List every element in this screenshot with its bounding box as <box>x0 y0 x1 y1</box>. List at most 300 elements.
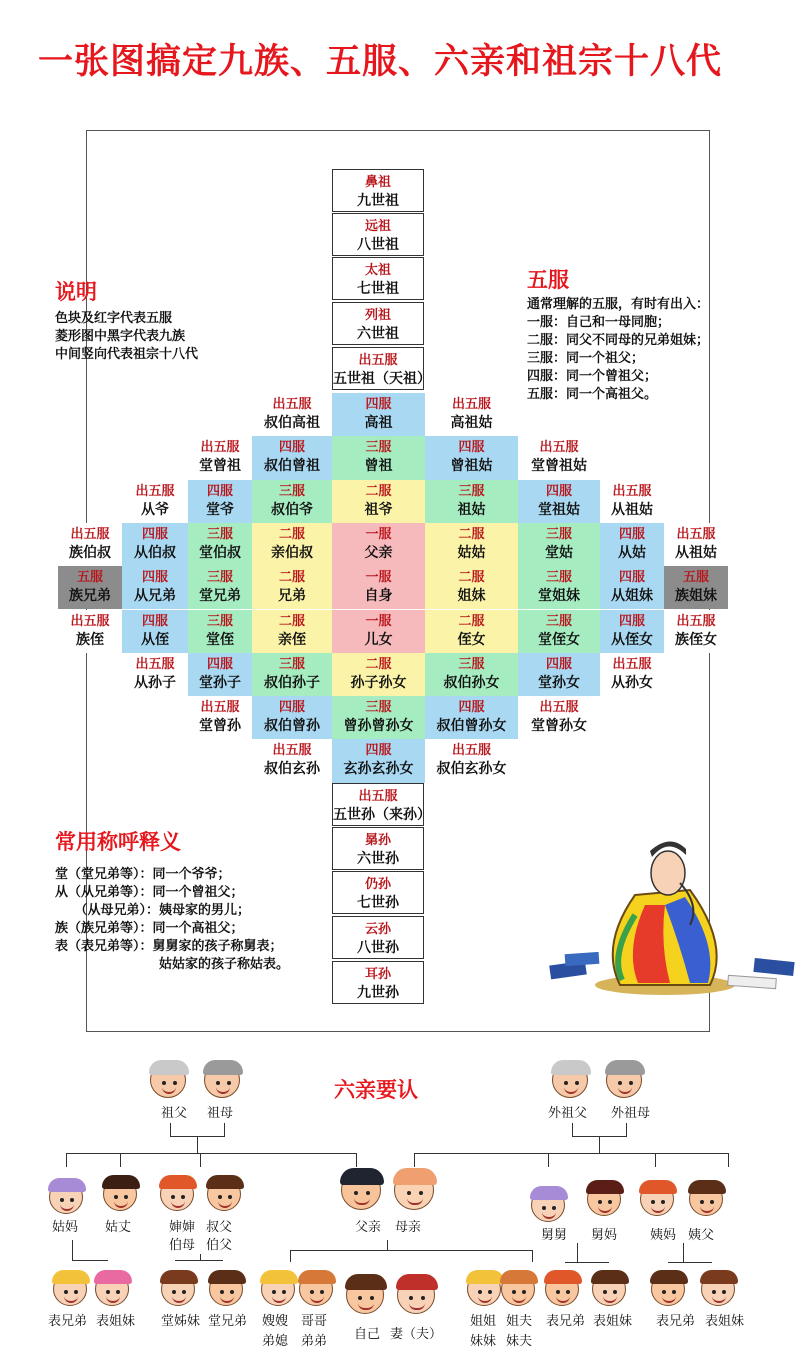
kin-cell <box>58 610 122 653</box>
person-avatar <box>150 1062 186 1098</box>
person-label: 父亲 <box>355 1220 382 1235</box>
person-label: 姐姐 <box>470 1314 497 1329</box>
descendant-box <box>332 871 424 914</box>
tree-connector <box>200 1153 201 1167</box>
kin-cell <box>252 739 332 782</box>
kin-cell-title: 兄弟 <box>278 588 306 605</box>
kin-cell-title: 从孙女 <box>611 674 653 691</box>
kin-cell-title: 孙子孙女 <box>350 674 407 691</box>
kin-cell-rank: 三服 <box>206 613 233 629</box>
kin-cell-rank: 出五服 <box>451 743 491 759</box>
person-avatar <box>103 1177 137 1211</box>
person-avatar <box>552 1062 588 1098</box>
kin-cell <box>425 393 518 436</box>
kin-cell-title: 曾孙曾孙女 <box>343 718 414 735</box>
tree-connector <box>224 1123 225 1137</box>
kin-cell <box>425 653 518 696</box>
kin-cell-rank: 一服 <box>365 526 392 542</box>
kin-cell-rank: 五服 <box>682 570 709 586</box>
person-avatar <box>160 1177 194 1211</box>
tree-connector <box>655 1153 656 1167</box>
kin-cell <box>664 566 728 609</box>
person-avatar <box>261 1272 295 1306</box>
terms-line: 表（表兄弟等）：舅舅家的孩子称舅表； <box>55 939 283 954</box>
kin-cell-title: 从侄女 <box>611 631 653 648</box>
kin-cell-rank: 出五服 <box>272 743 312 759</box>
kin-cell <box>58 523 122 566</box>
wufu-line: 一服：自己和一母同胞； <box>527 315 671 330</box>
kin-cell-title: 祖姑 <box>457 501 486 518</box>
kin-cell-rank: 出五服 <box>539 700 579 716</box>
tree-connector <box>197 1136 198 1154</box>
kin-cell <box>600 610 664 653</box>
kin-cell-title: 堂伯叔 <box>199 544 241 561</box>
kin-cell-title: 族伯叔 <box>69 544 111 561</box>
kin-cell <box>252 523 332 566</box>
terms-line: （从母兄弟）：姨母家的男儿； <box>55 903 251 918</box>
kin-cell-rank: 四服 <box>458 440 485 456</box>
tree-connector <box>668 1262 712 1263</box>
person-avatar <box>397 1276 435 1314</box>
kin-cell-title: 亲侄 <box>278 631 306 648</box>
kin-cell-rank: 四服 <box>618 613 645 629</box>
kin-cell-title: 堂曾孙女 <box>531 718 587 735</box>
kin-cell <box>252 480 332 523</box>
scholar-illustration <box>540 835 800 1005</box>
kin-cell <box>122 566 188 609</box>
kin-cell-title: 玄孙玄孙女 <box>343 761 414 778</box>
person-avatar <box>299 1272 333 1306</box>
kin-cell-title: 族姐妹 <box>675 588 717 605</box>
kin-cell <box>518 696 600 739</box>
person-label: 舅妈 <box>591 1228 618 1243</box>
kin-cell <box>518 436 600 479</box>
kin-cell <box>188 480 252 523</box>
tree-connector <box>72 1260 108 1261</box>
kin-cell <box>425 523 518 566</box>
tree-connector <box>626 1123 627 1137</box>
person-label: 堂姊妹 <box>161 1314 201 1329</box>
kin-cell <box>664 523 728 566</box>
descendant-box-title: 七世孙 <box>357 895 399 911</box>
kin-cell-title: 从伯叔 <box>134 544 176 561</box>
person-avatar <box>209 1272 243 1306</box>
wufu-line: 通常理解的五服，有时有出入： <box>527 297 710 312</box>
tree-connector <box>577 1243 578 1262</box>
kin-cell <box>332 523 425 566</box>
ancestor-box-rank: 远祖 <box>364 219 391 234</box>
kin-cell <box>600 566 664 609</box>
tree-connector <box>414 1153 728 1154</box>
kin-cell-title: 姐妹 <box>457 588 486 605</box>
tree-connector <box>170 1123 171 1137</box>
person-label: 表姐妹 <box>96 1314 136 1329</box>
explain-section <box>55 276 198 364</box>
kin-cell-rank: 四服 <box>365 397 392 412</box>
ancestor-box <box>332 213 424 256</box>
kin-cell-rank: 出五服 <box>612 483 652 499</box>
wufu-section <box>527 264 709 404</box>
kin-cell <box>332 393 425 436</box>
tree-connector <box>66 1153 356 1154</box>
descendant-box-rank: 云孙 <box>364 922 391 937</box>
kin-cell-rank: 出五服 <box>135 483 175 499</box>
kin-cell-rank: 四服 <box>141 570 168 586</box>
person-label: 姑妈 <box>52 1220 79 1235</box>
person-label: 外祖母 <box>611 1106 651 1121</box>
kin-cell <box>58 566 122 609</box>
kin-cell-title: 叔伯爷 <box>271 501 313 518</box>
kin-cell <box>188 653 252 696</box>
ancestor-box-title: 七世祖 <box>357 281 399 297</box>
kin-cell-title: 叔伯高祖 <box>264 415 320 431</box>
kin-cell <box>252 393 332 436</box>
kin-cell-title: 堂孙女 <box>538 674 580 691</box>
person-avatar <box>207 1177 241 1211</box>
kin-cell-rank: 三服 <box>458 483 485 499</box>
kin-cell-title: 族侄 <box>76 631 104 648</box>
person-avatar <box>606 1062 642 1098</box>
terms-section <box>55 826 289 974</box>
explain-line: 中间竖向代表祖宗十八代 <box>55 347 199 362</box>
descendant-box <box>332 783 431 826</box>
person-label: 外祖父 <box>548 1106 588 1121</box>
kin-cell-title: 叔伯孙女 <box>443 674 500 691</box>
kin-cell <box>188 696 252 739</box>
kin-cell <box>188 610 252 653</box>
kin-cell <box>252 610 332 653</box>
wufu-line: 五服：同一个高祖父。 <box>527 387 658 402</box>
kin-cell-rank: 四服 <box>545 656 572 672</box>
ancestor-box <box>332 169 424 212</box>
person-avatar <box>95 1272 129 1306</box>
kin-cell-rank: 三服 <box>365 700 392 716</box>
ancestor-box-title: 九世祖 <box>357 193 399 209</box>
person-label: 姐夫 <box>506 1314 533 1329</box>
ancestor-box <box>332 347 431 390</box>
person-label: 自己 <box>354 1327 381 1342</box>
kin-cell-title: 叔伯曾祖 <box>264 458 320 475</box>
person-label: 妻（夫） <box>390 1327 443 1342</box>
kin-cell-title: 从侄 <box>141 631 169 648</box>
tree-connector <box>175 1260 223 1261</box>
descendant-box-rank: 晜孙 <box>364 833 391 848</box>
kin-cell <box>518 566 600 609</box>
tree-connector <box>683 1243 684 1262</box>
tree-connector <box>414 1153 415 1167</box>
kin-cell-rank: 三服 <box>206 570 233 586</box>
kin-cell-rank: 出五服 <box>272 397 312 412</box>
kin-cell-title: 堂侄女 <box>538 631 580 648</box>
person-avatar <box>467 1272 501 1306</box>
kin-cell-title: 从姐妹 <box>611 588 653 605</box>
kin-cell-title: 族兄弟 <box>69 588 111 605</box>
kin-cell-rank: 三服 <box>545 613 572 629</box>
person-label: 表兄弟 <box>546 1314 586 1329</box>
kin-cell-rank: 四服 <box>278 440 305 456</box>
kin-cell-title: 叔伯玄孙女 <box>436 761 507 778</box>
kin-cell <box>425 739 518 782</box>
kin-cell-rank: 出五服 <box>451 397 491 412</box>
kin-cell <box>600 653 664 696</box>
kin-cell-rank: 三服 <box>458 656 485 672</box>
kin-cell-rank: 三服 <box>278 656 305 672</box>
person-label: 祖父 <box>161 1106 188 1121</box>
person-label: 祖母 <box>207 1106 234 1121</box>
kin-cell-title: 从祖姑 <box>675 544 717 561</box>
kin-cell-rank: 出五服 <box>539 440 579 456</box>
kin-cell <box>332 480 425 523</box>
kin-cell <box>332 653 425 696</box>
kin-cell-title: 从祖姑 <box>611 501 653 518</box>
person-avatar <box>545 1272 579 1306</box>
kin-cell-rank: 四服 <box>458 700 485 716</box>
kin-cell <box>188 566 252 609</box>
kin-cell <box>600 480 664 523</box>
kin-cell <box>252 566 332 609</box>
kin-cell-title: 儿女 <box>364 631 393 648</box>
ancestor-box-title: 六世祖 <box>357 326 399 342</box>
kin-cell-title: 曾祖姑 <box>450 458 493 475</box>
kin-cell-title: 从姑 <box>618 544 646 561</box>
tree-connector <box>599 1136 600 1154</box>
wufu-line: 四服：同一个曾祖父； <box>527 369 658 384</box>
kin-cell <box>425 480 518 523</box>
ancestor-box-rank: 太祖 <box>364 263 391 278</box>
person-label: 表姐妹 <box>593 1314 633 1329</box>
kin-cell-rank: 四服 <box>206 483 233 499</box>
kin-cell-title: 堂曾祖 <box>199 458 241 475</box>
kin-cell <box>188 523 252 566</box>
kin-cell-title: 姑姑 <box>457 544 486 561</box>
kin-cell-title: 堂姐妹 <box>538 588 580 605</box>
person-avatar <box>501 1272 535 1306</box>
tree-connector <box>290 1250 532 1251</box>
wufu-title: 五服 <box>527 268 569 292</box>
person-avatar <box>531 1188 565 1222</box>
person-label: 伯母 <box>169 1238 196 1253</box>
person-label: 弟媳 <box>262 1334 289 1349</box>
kin-cell <box>425 610 518 653</box>
kin-cell-rank: 五服 <box>76 570 103 586</box>
kin-cell-rank: 二服 <box>278 613 305 629</box>
tree-connector <box>66 1153 67 1167</box>
kin-cell <box>600 523 664 566</box>
tree-connector <box>387 1240 388 1250</box>
descendant-box-rank: 出五服 <box>358 789 398 804</box>
person-label: 母亲 <box>395 1220 422 1235</box>
kin-cell-rank: 二服 <box>458 613 485 629</box>
kin-cell-rank: 三服 <box>545 526 572 542</box>
kin-cell-rank: 一服 <box>365 570 392 586</box>
kin-cell <box>332 610 425 653</box>
tree-connector <box>356 1153 357 1167</box>
kin-cell <box>332 566 425 609</box>
tree-connector <box>72 1240 73 1260</box>
kin-cell-rank: 出五服 <box>200 700 240 716</box>
person-avatar <box>53 1272 87 1306</box>
kin-cell-rank: 四服 <box>206 656 233 672</box>
ancestor-box <box>332 257 424 300</box>
person-label: 堂兄弟 <box>208 1314 248 1329</box>
kin-cell <box>122 523 188 566</box>
person-label: 姑丈 <box>105 1220 132 1235</box>
kin-cell-title: 曾祖 <box>364 458 393 475</box>
kin-cell <box>332 696 425 739</box>
ancestor-box-title: 五世祖（天祖） <box>333 371 431 387</box>
kin-cell-title: 叔伯曾孙 <box>264 718 320 735</box>
descendant-box <box>332 961 424 1004</box>
kin-cell-title: 堂侄 <box>206 631 234 648</box>
kin-cell-rank: 四服 <box>278 700 305 716</box>
kin-cell-title: 祖爷 <box>364 501 393 518</box>
kin-cell <box>252 436 332 479</box>
terms-line: 族（族兄弟等）：同一个高祖父； <box>55 921 244 936</box>
kin-cell-title: 叔伯孙子 <box>264 674 320 691</box>
tree-connector <box>290 1250 291 1262</box>
person-label: 姨妈 <box>650 1228 677 1243</box>
kin-cell <box>664 610 728 653</box>
descendant-box <box>332 827 424 870</box>
person-avatar <box>592 1272 626 1306</box>
kin-cell-title: 侄女 <box>457 631 486 648</box>
person-label: 姨父 <box>688 1228 715 1243</box>
kin-cell <box>122 610 188 653</box>
ancestor-box-rank: 出五服 <box>358 353 398 368</box>
kin-cell-rank: 二服 <box>458 526 485 542</box>
tree-connector <box>532 1250 533 1262</box>
kin-cell <box>252 653 332 696</box>
terms-line: 从（从兄弟等）：同一个曾祖父； <box>55 885 244 900</box>
kin-cell-rank: 出五服 <box>676 526 716 542</box>
kin-cell <box>518 523 600 566</box>
kin-cell <box>518 610 600 653</box>
explain-title: 说明 <box>55 280 97 304</box>
kin-cell-rank: 出五服 <box>70 613 110 629</box>
kin-cell-title: 族侄女 <box>675 631 717 648</box>
kin-cell-rank: 出五服 <box>200 440 240 456</box>
person-avatar <box>161 1272 195 1306</box>
kin-cell-rank: 出五服 <box>676 613 716 629</box>
kin-cell-title: 堂爷 <box>206 501 234 518</box>
kin-cell-title: 从爷 <box>141 501 169 518</box>
kin-cell-title: 自身 <box>364 588 393 605</box>
kin-cell <box>518 653 600 696</box>
wufu-line: 三服：同一个祖父； <box>527 351 645 366</box>
person-label: 妹夫 <box>506 1334 533 1349</box>
kin-cell-title: 堂曾祖姑 <box>531 458 587 475</box>
kin-cell-rank: 四服 <box>365 743 392 759</box>
kin-cell-rank: 二服 <box>278 526 305 542</box>
person-label: 表兄弟 <box>656 1314 696 1329</box>
person-avatar <box>689 1182 723 1216</box>
person-label: 叔父 <box>206 1220 233 1235</box>
kin-cell-rank: 出五服 <box>70 526 110 542</box>
kin-cell <box>122 653 188 696</box>
person-avatar <box>341 1170 381 1210</box>
person-label: 伯父 <box>206 1238 233 1253</box>
kin-cell-title: 高祖 <box>364 415 393 431</box>
kin-cell-rank: 一服 <box>365 613 392 629</box>
kin-cell-title: 从孙子 <box>134 674 176 691</box>
person-label: 嫂嫂 <box>262 1314 289 1329</box>
kin-cell-rank: 四服 <box>545 483 572 499</box>
person-label: 妹妹 <box>470 1334 497 1349</box>
page-title: 一张图搞定九族、五服、六亲和祖宗十八代 <box>38 42 723 82</box>
wufu-line: 二服：同父不同母的兄弟姐妹； <box>527 333 710 348</box>
tree-connector <box>572 1123 573 1137</box>
kin-cell-rank: 出五服 <box>135 656 175 672</box>
kin-cell-title: 从兄弟 <box>134 588 176 605</box>
kin-cell-title: 叔伯曾孙女 <box>436 718 507 735</box>
kin-cell-title: 堂曾孙 <box>199 718 241 735</box>
tree-connector <box>728 1153 729 1167</box>
kin-cell <box>252 696 332 739</box>
tree-connector <box>548 1153 549 1167</box>
descendant-box-title: 五世孙（来孙） <box>333 807 431 823</box>
descendant-box-rank: 仍孙 <box>364 877 391 892</box>
person-avatar <box>701 1272 735 1306</box>
kin-cell-rank: 出五服 <box>612 656 652 672</box>
terms-line: 姑姑家的孩子称姑表。 <box>55 957 290 972</box>
kin-cell-title: 堂祖姑 <box>538 501 580 518</box>
person-label: 表兄弟 <box>48 1314 88 1329</box>
kin-cell <box>425 436 518 479</box>
kin-cell <box>188 436 252 479</box>
kin-cell-title: 亲伯叔 <box>271 544 313 561</box>
ancestor-box-title: 八世祖 <box>357 237 399 253</box>
kin-cell-rank: 二服 <box>365 483 392 499</box>
kin-cell-rank: 三服 <box>545 570 572 586</box>
kin-cell-rank: 四服 <box>141 613 168 629</box>
kin-cell-title: 高祖姑 <box>450 415 493 431</box>
kin-cell-title: 堂孙子 <box>199 674 241 691</box>
kin-cell-title: 堂兄弟 <box>199 588 241 605</box>
kin-cell <box>332 739 425 782</box>
person-label: 舅舅 <box>541 1228 568 1243</box>
terms-title: 常用称呼释义 <box>55 830 181 854</box>
explain-line: 色块及红字代表五服 <box>55 311 173 326</box>
kin-cell-rank: 二服 <box>365 656 392 672</box>
descendant-box-title: 九世孙 <box>357 985 399 1001</box>
liuqin-title: 六亲要认 <box>334 1078 418 1102</box>
person-avatar <box>640 1182 674 1216</box>
person-avatar <box>651 1272 685 1306</box>
kin-cell-title: 堂姑 <box>545 544 573 561</box>
person-label: 婶婶 <box>169 1220 196 1235</box>
kin-cell <box>332 436 425 479</box>
kin-cell <box>425 696 518 739</box>
person-avatar <box>394 1170 434 1210</box>
person-label: 弟弟 <box>301 1334 328 1349</box>
person-avatar <box>587 1182 621 1216</box>
person-avatar <box>346 1276 384 1314</box>
kin-cell <box>122 480 188 523</box>
terms-line: 堂（堂兄弟等）：同一个爷爷； <box>55 867 231 882</box>
kin-cell-rank: 二服 <box>458 570 485 586</box>
kin-cell-rank: 四服 <box>618 526 645 542</box>
ancestor-box-rank: 鼻祖 <box>364 175 391 190</box>
person-avatar <box>204 1062 240 1098</box>
descendant-box-title: 六世孙 <box>357 851 399 867</box>
ancestor-box <box>332 302 424 345</box>
descendant-box-rank: 耳孙 <box>364 967 391 982</box>
kin-cell-rank: 三服 <box>206 526 233 542</box>
kin-cell <box>425 566 518 609</box>
kin-cell-rank: 四服 <box>141 526 168 542</box>
descendant-box <box>332 916 424 959</box>
explain-line: 菱形图中黑字代表九族 <box>55 329 186 344</box>
